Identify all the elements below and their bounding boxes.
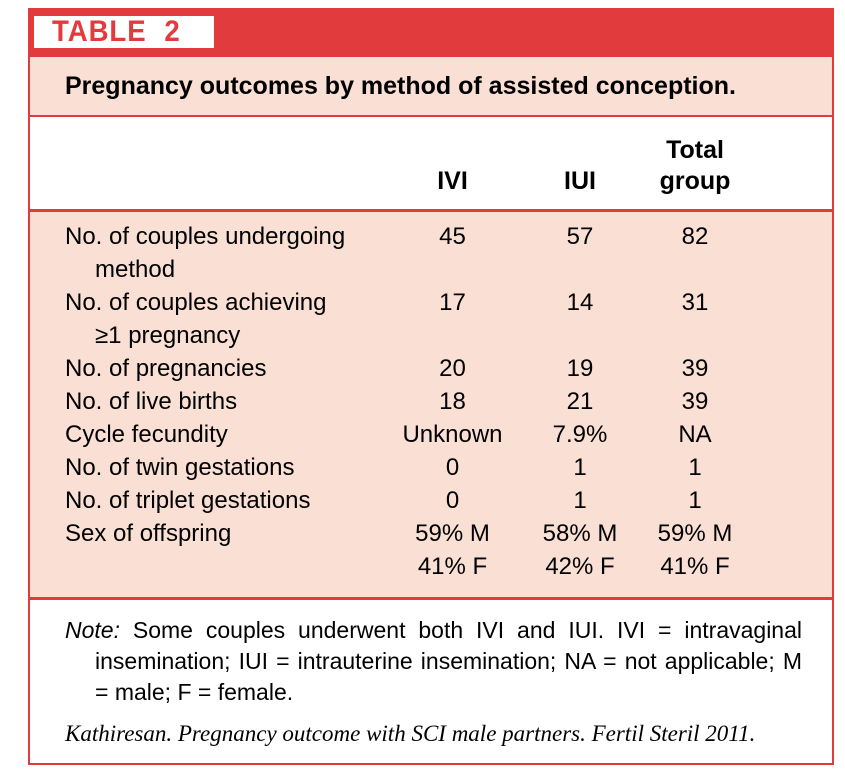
note-label: Note: <box>65 617 120 643</box>
table-row <box>30 286 832 352</box>
value-total: 82 <box>681 223 709 250</box>
value-total: NA <box>678 421 712 448</box>
row-label: No. of couples achieving ≥1 pregnancy <box>65 289 327 349</box>
table-note <box>65 615 802 708</box>
table-row <box>30 517 832 583</box>
table-row <box>30 385 832 418</box>
row-label: Cycle fecundity <box>65 421 228 448</box>
table-number-label: TABLE 2 <box>52 15 181 48</box>
row-label: No. of triplet gestations <box>65 487 311 514</box>
row-label: No. of twin gestations <box>65 454 295 481</box>
value-ivi: Unknown <box>402 421 503 448</box>
value-iui: 19 <box>566 355 594 382</box>
value-ivi: 0 <box>445 454 460 481</box>
value-ivi: 0 <box>445 487 460 514</box>
table-figure <box>28 8 834 765</box>
table-row <box>30 352 832 385</box>
value-iui: 1 <box>573 487 587 514</box>
value-iui: 14 <box>566 289 594 316</box>
column-header-ivi: IVI <box>437 167 468 195</box>
value-ivi: 59% M 41% F <box>415 520 490 580</box>
table-body <box>30 212 832 600</box>
value-iui: 58% M 42% F <box>542 520 618 580</box>
table-number-box <box>31 13 217 51</box>
value-iui: 21 <box>566 388 594 415</box>
value-iui: 1 <box>573 454 587 481</box>
value-ivi: 45 <box>439 223 466 250</box>
value-ivi: 17 <box>439 289 466 316</box>
row-label: Sex of offspring <box>65 520 232 547</box>
value-total: 59% M 41% F <box>657 520 733 580</box>
table-title: Pregnancy outcomes by method of assisted conception. <box>65 71 736 100</box>
value-iui: 7.9% <box>552 421 608 448</box>
column-header-iui: IUI <box>564 167 596 195</box>
column-header-total <box>630 135 760 197</box>
row-label: No. of pregnancies <box>65 355 267 382</box>
column-header-band <box>30 117 832 212</box>
table-header-bar <box>30 10 832 57</box>
table-row <box>30 451 832 484</box>
value-ivi: 18 <box>439 388 466 415</box>
table-row <box>30 220 832 286</box>
table-row <box>30 484 832 517</box>
row-label: No. of couples undergoing method <box>65 223 346 283</box>
value-iui: 57 <box>566 223 594 250</box>
column-header-total-line1: Total <box>666 136 724 164</box>
table-row <box>30 418 832 451</box>
value-ivi: 20 <box>439 355 466 382</box>
table-title-band <box>30 57 832 117</box>
value-total: 1 <box>688 487 702 514</box>
column-header-total-line2: group <box>659 167 731 195</box>
value-total: 39 <box>681 388 709 415</box>
value-total: 31 <box>681 289 709 316</box>
row-label: No. of live births <box>65 388 238 415</box>
value-total: 1 <box>688 454 702 481</box>
value-total: 39 <box>681 355 709 382</box>
note-body: Some couples underwent both IVI and IUI. IVI = intravaginal insemination; IUI = intrauterine insemination; NA = not applicable; M = male; F = female. <box>95 617 803 705</box>
citation: Kathiresan. Pregnancy outcome with SCI male partners. Fertil Steril 2011. <box>65 721 756 746</box>
footnote-band <box>30 600 832 763</box>
column-header-row <box>30 117 832 209</box>
